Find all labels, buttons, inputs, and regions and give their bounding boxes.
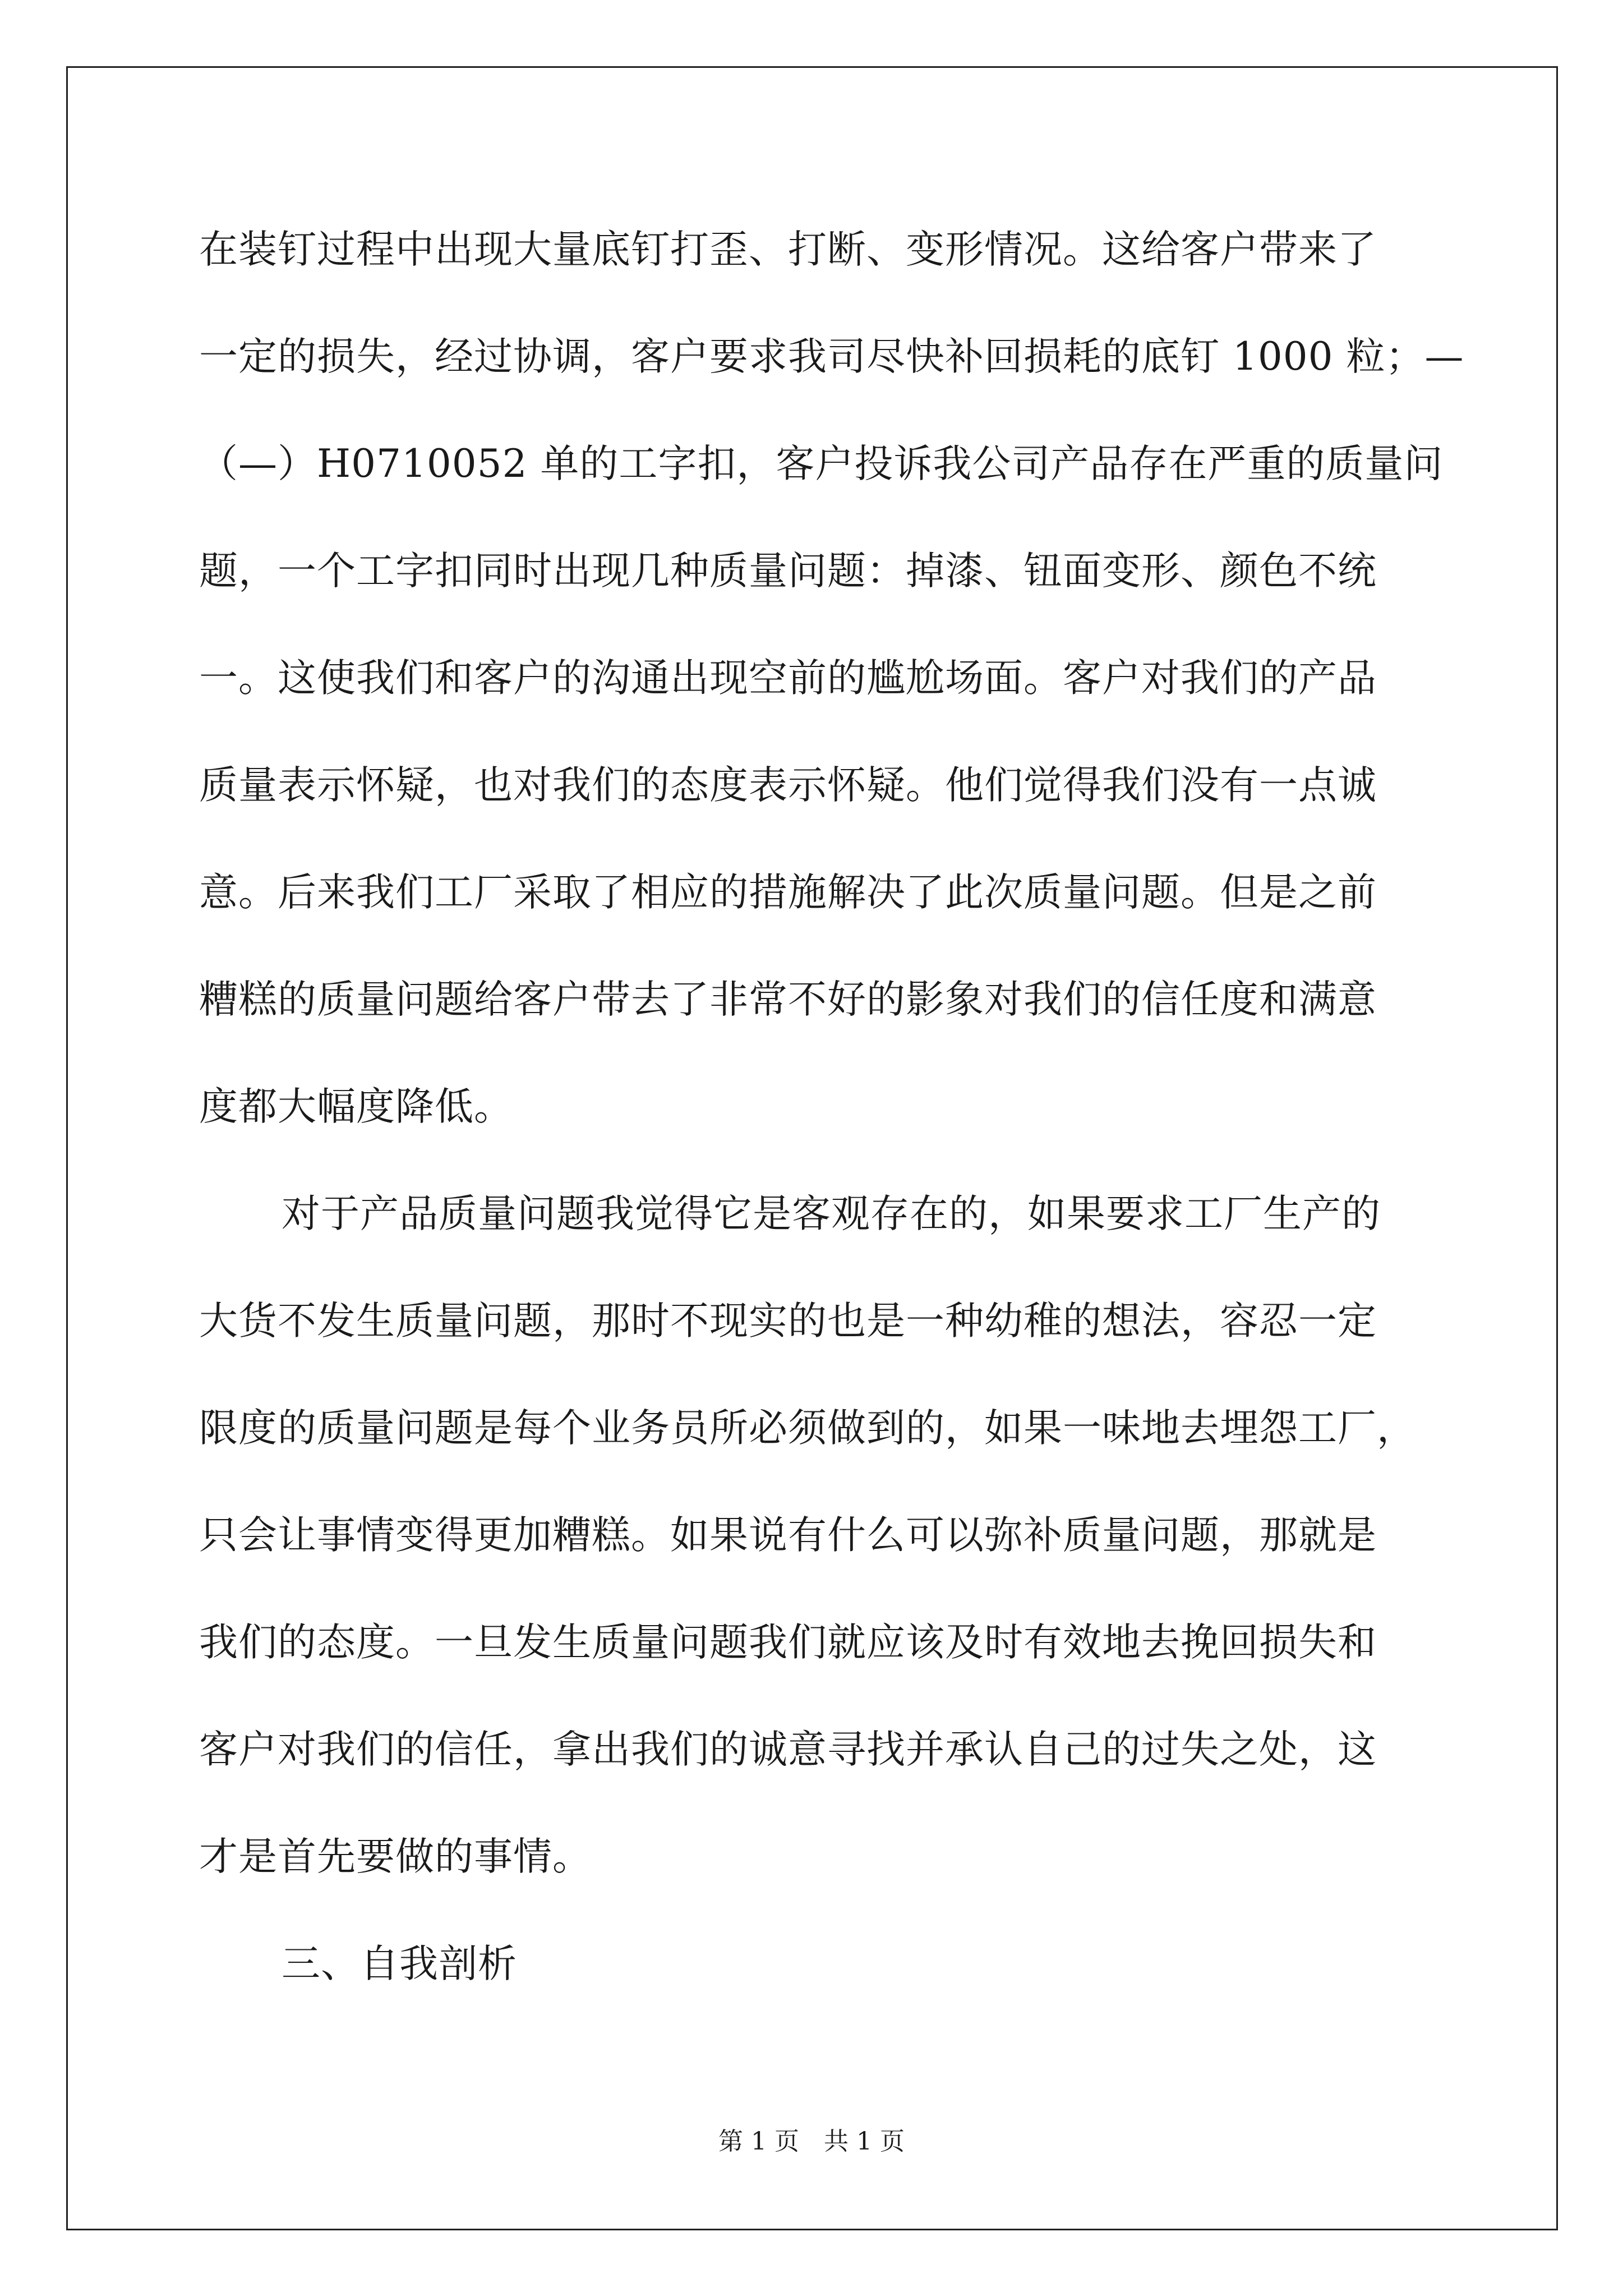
text-line: 只会让事情变得更加糟糕。如果说有什么可以弥补质量问题，那就是: [199, 1513, 1377, 1558]
text-line: 一。这使我们和客户的沟通出现空前的尴尬场面。客户对我们的产品: [199, 656, 1377, 701]
text-line: 我们的态度。一旦发生质量问题我们就应该及时有效地去挽回损失和: [199, 1620, 1377, 1665]
text-line: 客户对我们的信任，拿出我们的诚意寻找并承认自己的过失之处，这: [199, 1727, 1377, 1772]
text-line: 对于产品质量问题我觉得它是客观存在的，如果要求工厂生产的: [282, 1191, 1381, 1236]
text-line: 才是首先要做的事情。: [199, 1834, 592, 1879]
text-line: 糟糕的质量问题给客户带去了非常不好的影象对我们的信任度和满意: [199, 977, 1377, 1022]
text-line: 质量表示怀疑，也对我们的态度表示怀疑。他们觉得我们没有一点诚: [199, 763, 1377, 808]
text-line: 大货不发生质量问题，那时不现实的也是一种幼稚的想法，容忍一定: [199, 1299, 1377, 1343]
text-line: （—）H0710052 单的工字扣，客户投诉我公司产品存在严重的质量问: [199, 441, 1444, 486]
page-footer: 第 1 页 共 1 页: [718, 2127, 905, 2156]
page-border: [66, 66, 1558, 2230]
section-heading: 三、自我剖析: [282, 1941, 517, 1986]
text-line: 一定的损失，经过协调，客户要求我司尽快补回损耗的底钉 1000 粒；—: [199, 334, 1464, 379]
text-line: 意。后来我们工厂采取了相应的措施解决了此次质量问题。但是之前: [199, 870, 1377, 915]
text-line: 在装钉过程中出现大量底钉打歪、打断、变形情况。这给客户带来了: [199, 227, 1377, 272]
text-line: 题，一个工字扣同时出现几种质量问题：掉漆、钮面变形、颜色不统: [199, 549, 1377, 593]
text-line: 限度的质量问题是每个业务员所必须做到的，如果一味地去埋怨工厂，: [199, 1406, 1416, 1451]
text-line: 度都大幅度降低。: [199, 1084, 513, 1129]
